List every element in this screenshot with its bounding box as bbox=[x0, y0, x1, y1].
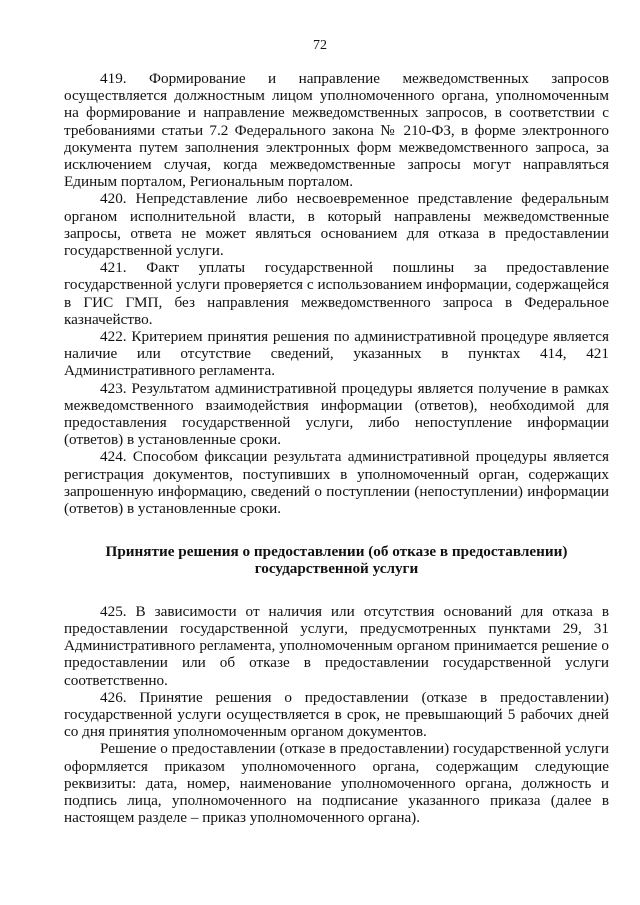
paragraph-423: 423. Результатом административной процедуры является получение в рамках межведомственного взаимодействия информации (ответов), необходимой для предоставления государственной услуги, либо непоступление информации (ответов) в установленные сроки. bbox=[64, 379, 609, 449]
paragraph-425: 425. В зависимости от наличия или отсутствия оснований для отказа в предоставлении государственной услуги, предусмотренных пунктами 29, 31 Административного регламента, уполномоченным органом принимается решение о предоставлении или об отказе в предоставлении государственной услуги соответственно. bbox=[64, 602, 609, 689]
paragraph-424: 424. Способом фиксации результата административной процедуры является регистрация документов, поступивших в уполномоченный орган, содержащих запрошенную информацию, сведений о поступлении (непоступлении) информации (ответов) в установленные сроки. bbox=[64, 448, 609, 518]
document-body bbox=[64, 70, 609, 826]
paragraph-420: 420. Непредставление либо несвоевременное представление федеральным органом исполнительной власти, в который направлены межведомственные запросы, ответа не может являться основанием для отказа в предоставлении государственной услуги. bbox=[64, 190, 609, 260]
paragraph-422: 422. Критерием принятия решения по административной процедуре является наличие или отсутствие сведений, указанных в пунктах 414, 421 Административного регламента. bbox=[64, 328, 609, 380]
section-heading-line1: Принятие решения о предоставлении (об отказе в предоставлении) bbox=[105, 543, 568, 561]
section-heading bbox=[64, 543, 609, 577]
paragraph-decision: Решение о предоставлении (отказе в предоставлении) государственной услуги оформляется приказом уполномоченного органа, содержащим следующие реквизиты: дата, номер, наименование уполномоченного органа, должность и подпись лица, уполномоченного на подписание указанного приказа (далее в настоящем разделе – приказ уполномоченного органа). bbox=[64, 740, 609, 827]
paragraph-426: 426. Принятие решения о предоставлении (отказе в предоставлении) государственной услуги осуществляется в срок, не превышающий 5 рабочих дней со дня принятия уполномоченным органом документов. bbox=[64, 688, 609, 741]
paragraph-421: 421. Факт уплаты государственной пошлины за предоставление государственной услуги проверяется с использованием информации, содержащейся в ГИС ГМП, без направления межведомственного запроса в Федеральное казначейство. bbox=[64, 259, 609, 328]
page-number: 72 bbox=[313, 38, 327, 53]
section-heading-line2: государственной услуги bbox=[254, 560, 419, 578]
paragraph-419: 419. Формирование и направление межведомственных запросов осуществляется должностным лицом уполномоченного органа, уполномоченным на формирование и направление межведомственных запросов, в соответствии с требованиями статьи 7.2 Федерального закона № 210-ФЗ, в форме электронного документа путем заполнения электронных форм межведомственного запроса, за исключением случая, когда межведомственные запросы могут направляться Единым порталом, Региональным порталом. bbox=[64, 70, 609, 191]
